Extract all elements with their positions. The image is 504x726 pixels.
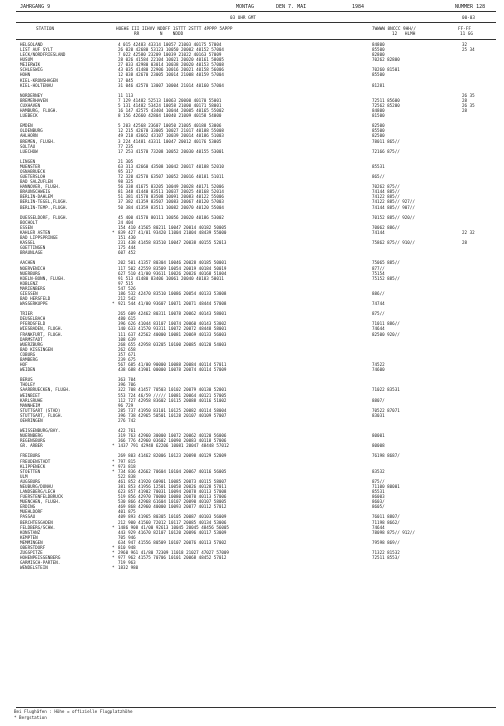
station-name: ESSEN <box>20 224 33 230</box>
wind-values: 25 34 <box>462 47 475 53</box>
station-name: BERUS <box>20 377 33 383</box>
wind-header: FF-FF <box>458 27 471 32</box>
synop-values: 3 224 41481 43311 10047 20012 40176 53005 <box>118 138 222 144</box>
synop-values: 839 427 41/01 93420 11004 21004 48439 55000 <box>118 229 227 235</box>
station-name: OLDENBURG <box>20 128 43 134</box>
extra-values: 71198 8662/ <box>372 519 400 525</box>
station-name: BAD HERSFELD <box>20 296 51 301</box>
station-name: TRIER <box>20 311 33 317</box>
extra-values: 75154 <box>372 270 385 276</box>
station-name: ZUGSPITZE <box>20 550 43 555</box>
station-name: KONSTANZ <box>20 529 41 535</box>
synop-values: 45 400 41570 80111 10056 20020 40186 53002 <box>118 214 224 220</box>
mountain-marker: * <box>112 443 115 449</box>
synop-values: 2960 961 41/80 72309 11018 21027 47027 57009 <box>118 550 229 555</box>
synop-values: 607 452 <box>118 250 136 256</box>
synop-values: 269 803 41462 82006 10123 20098 40129 52009 <box>118 453 227 459</box>
synop-values: 5 131 41482 53424 10058 21000 40171 58001 <box>118 102 222 108</box>
synop-values: 627 510 41/00 93611 10026 20026 40168 51004 <box>118 270 227 276</box>
synop-values: 438 688 41901 00000 10078 20074 40114 57009 <box>118 367 227 373</box>
footer-rule <box>16 707 496 708</box>
extra-values: 70262 82800 <box>372 57 400 63</box>
header-rule <box>16 11 496 12</box>
synop-values: 202 501 41357 80304 10046 20028 40185 50001 <box>118 260 227 266</box>
extra-values: 85531 <box>372 163 385 169</box>
synop-values: 96 729 <box>118 402 134 408</box>
station-name: GUETERSLOH <box>20 174 46 180</box>
station-name: GOETTINGEN <box>20 245 46 251</box>
extra-codes-header: 7WWWW 8NCCC 9HH// <box>372 27 416 32</box>
extra-values: 78011 865// <box>372 138 400 144</box>
extra-values: 82500 920// <box>372 331 400 337</box>
extra-values: 72511 8553/ <box>372 555 400 561</box>
wind-values: 32 <box>462 42 468 47</box>
station-name: KARLSRUHE <box>20 397 43 403</box>
mountain-marker: * <box>112 301 115 307</box>
station-name: BAD LIPPSPRINGE <box>20 235 58 241</box>
mountain-marker: * <box>112 565 115 571</box>
extra-values: 81500 <box>372 113 385 119</box>
wind-values: 26 35 <box>462 102 475 108</box>
synop-values: 72 320 42570 63507 10052 20016 40181 51011 <box>118 174 224 180</box>
extra-values: 74144 885// 907// <box>372 204 415 210</box>
synop-values: 111 637 42562 40000 10081 20069 40133 56003 <box>118 331 227 337</box>
synop-values: 12 215 42670 33005 10027 21017 40188 55008 <box>118 128 224 134</box>
station-name: THOLEY <box>20 382 36 388</box>
extra-values: 875// <box>372 311 385 317</box>
station-name: KAHLER ASTEN <box>20 229 51 235</box>
extra-values: 81281 <box>372 82 385 88</box>
station-name: BRAUNSCHWEIG <box>20 189 51 195</box>
station-name: AUGSBURG <box>20 478 41 484</box>
extra-values: 84800 <box>372 108 385 114</box>
station-name: WEIDEN <box>20 367 36 373</box>
synop-codes-header: HOEHE III IIHVV NDDFF 1STTT 2STTT 4PPPP 5APPP <box>116 27 233 32</box>
station-name: COBURG <box>20 351 36 357</box>
extra-values: 74144 885// <box>372 189 400 195</box>
synop-values: 239 675 <box>118 356 136 362</box>
synop-values: 268 655 42958 03205 10100 20085 40120 54003 <box>118 341 227 347</box>
extra-values: 76198 8687/ <box>372 453 400 459</box>
extra-values: 70062 886// <box>372 224 400 230</box>
synop-values: 154 410 41565 80211 10047 20014 40182 50005 <box>118 224 227 230</box>
observation-time: 03 UHR GMT <box>230 16 256 21</box>
station-column-header: STATION <box>36 27 55 32</box>
extra-values: 75862 875// 910// <box>372 240 415 246</box>
wind-values: 22 32 <box>462 229 475 235</box>
station-name: GARMISCH-PARTEN. <box>20 560 61 566</box>
extra-values: 75152 885// <box>372 275 400 281</box>
synop-values: 1486 908 41/00 92613 10045 20045 48456 56005 <box>118 524 229 530</box>
station-name: WENDELSTEIN <box>20 565 48 571</box>
synop-values: 16 147 42575 43404 10044 20005 40165 55002 <box>118 108 224 114</box>
extra-values: 8605/ <box>372 504 385 510</box>
synop-values: 175 444 <box>118 245 136 251</box>
synop-values: 547 526 <box>118 285 136 291</box>
synop-values: 112 727 42958 83602 10115 20088 40116 51002 <box>118 397 227 403</box>
synop-values: 719 963 <box>118 560 136 566</box>
extra-values: 75065 885// <box>372 260 400 266</box>
synop-values: 56 338 41675 83205 10049 20028 40171 52006 <box>118 184 224 190</box>
synop-values: 140 633 41570 93311 10072 20072 48448 58001 <box>118 326 227 332</box>
station-name: ULM <box>20 473 28 479</box>
mountain-marker: * <box>112 524 115 530</box>
extra-values: 74644 <box>372 326 385 332</box>
extra-values: 83532 <box>372 468 385 474</box>
synop-values: 422 761 <box>118 428 136 434</box>
extra-values: 71011 886// <box>372 321 400 327</box>
synop-values: 17 253 41570 73208 10052 20030 40155 53001 <box>118 148 224 154</box>
synop-values: 810 948 <box>118 544 136 550</box>
extra-values: 71322 81532 <box>372 550 400 555</box>
station-name: CUXHAVEN <box>20 102 41 108</box>
extra-values: 80001 <box>372 433 385 439</box>
synop-values: 212 542 <box>118 296 136 301</box>
synop-values: 12 038 42670 23005 10014 21008 40159 57004 <box>118 72 224 78</box>
synop-values: 31 046 42570 13007 10004 21014 40160 57004 <box>118 82 224 88</box>
synop-values: 11 113 <box>118 92 134 98</box>
synop-values: 357 671 <box>118 351 136 357</box>
extra-values: 76011 8807/ <box>372 514 400 520</box>
station-name: BREMEN, FLUGH. <box>20 138 56 144</box>
station-name: BERLIN-TEMP.,FLUGH. <box>20 204 68 210</box>
extra-values: 886// <box>372 290 385 296</box>
station-name: BAD KISSINGEN <box>20 346 53 352</box>
station-name: GR. ARBER <box>20 443 43 449</box>
station-name: MARIENBERG <box>20 285 46 291</box>
synop-values: 734 836 42662 70604 10104 20067 40116 56005 <box>118 468 227 474</box>
station-name: LUEBECK <box>20 113 38 119</box>
extra-values: 83031 <box>372 412 385 418</box>
station-name: NUERNBERG <box>20 433 43 439</box>
synop-values: 98 325 <box>118 179 134 185</box>
station-name: REGENSBURG <box>20 438 46 444</box>
synop-values: 705 946 <box>118 534 136 540</box>
synop-values: 265 609 42462 80311 10078 20062 40143 58001 <box>118 311 227 317</box>
synop-values: 396 626 41044 83107 10074 20060 40143 53002 <box>118 321 227 327</box>
synop-values: 1437 791 42948 62206 10081 20047 48448 57012 <box>118 443 229 449</box>
synop-values: 26 020 42680 53123 10050 20002 40152 57004 <box>118 47 224 53</box>
synop-values: 469 868 42960 40000 10093 20077 40112 57012 <box>118 504 227 510</box>
extra-values: 865// <box>372 174 385 180</box>
synop-values: 4 015 42483 43314 10057 21003 40175 57004 <box>118 42 222 47</box>
extra-values: 8807/ <box>372 397 385 403</box>
station-name: HAMBURG, FLUGH. <box>20 108 58 114</box>
synop-values: 443 929 41670 82107 10120 20096 40117 53009 <box>118 529 227 535</box>
extra-values: 74122 885// 927// <box>372 199 415 205</box>
volume-title: JAHRGANG 9 <box>20 4 51 10</box>
synop-values: 97 515 <box>118 280 134 286</box>
synop-values: 77 235 <box>118 143 134 149</box>
synop-values: 522 838 <box>118 473 136 479</box>
synop-values: 21 305 <box>118 158 134 164</box>
station-name: MEIERWIK <box>20 62 41 68</box>
synop-values: 91 513 41480 83406 10061 20040 40183 50011 <box>118 275 224 281</box>
station-name: MEMMINGEN <box>20 539 43 545</box>
synop-values: 366 776 42960 03602 10090 20083 40118 57006 <box>118 438 227 444</box>
station-name: NEUBURG/DONAU <box>20 483 53 489</box>
extra-values: 8603/ <box>372 499 385 505</box>
synop-values: 623 857 41902 70031 10094 20078 40113 57008 <box>118 489 227 495</box>
footnote-airport: Bei Flughäfen : Höhe = offizielle Flugplatzhöhe <box>14 709 133 714</box>
synop-values: 24 404 <box>118 219 134 225</box>
mountain-marker: * <box>112 544 115 550</box>
station-name: STOETTEN <box>20 468 41 474</box>
station-name: HUSUM <box>20 57 33 63</box>
extra-values: 74600 <box>372 367 385 373</box>
station-name: HOHN <box>20 72 31 78</box>
station-name: LUECHOW <box>20 148 38 154</box>
station-name: BAMBERG <box>20 356 38 362</box>
synop-values: 17 045 <box>118 77 134 83</box>
extra-values: 72166 875// <box>372 148 400 154</box>
synop-values: 322 708 41457 70503 10102 20079 40130 52001 <box>118 387 227 393</box>
synop-values: 151 430 <box>118 235 136 241</box>
extra-values: 74644 <box>372 524 385 530</box>
station-name: NOERVENICH <box>20 265 46 271</box>
synop-values: 43 035 41480 22906 10016 20021 40158 56006 <box>118 67 224 73</box>
extra-values: 82800 <box>372 52 385 58</box>
synop-values: 49 218 43662 43107 10039 20014 40186 51003 <box>118 133 224 139</box>
synop-values: 81 348 41440 83511 10037 20025 40168 52014 <box>118 189 224 195</box>
synop-values: 1832 980 <box>118 565 139 571</box>
station-name: KOELN-BONN, FLUGH. <box>20 275 66 281</box>
period-label: 00-03 <box>462 16 475 21</box>
synop-values: 5 203 42568 23607 10050 21005 40188 53006 <box>118 123 222 129</box>
station-name: STUTTGART, FLUGH. <box>20 412 63 418</box>
station-name: LINGEN <box>20 158 36 164</box>
issue-number: NUMMER 128 <box>455 4 486 10</box>
station-name: DARMSTADT <box>20 336 43 342</box>
synop-values: 186 532 42470 83510 10086 20054 40133 53008 <box>118 290 227 296</box>
date: DEN 7. MAI <box>276 4 307 10</box>
extra-values: 82500 <box>372 123 385 129</box>
station-name: WASSERKUPPE <box>20 301 48 307</box>
station-name: BAD SALZUFLEN <box>20 179 53 185</box>
station-name: AACHEN <box>20 260 36 266</box>
station-name: BREMERHAVEN <box>20 97 48 103</box>
station-name: HANNOVER, FLUGH. <box>20 184 61 190</box>
synop-values: 51 381 41570 83508 10091 20083 40122 55006 <box>118 194 224 200</box>
extra-values: 85500 <box>372 47 385 53</box>
extra-values: 74744 <box>372 301 385 307</box>
station-name: KIEL-KRONSHAGEN <box>20 77 58 83</box>
synop-values: 797 815 <box>118 458 136 464</box>
station-name: BOCHOLT <box>20 219 38 225</box>
synop-values: 396 706 <box>118 382 136 388</box>
wind-values: 26 35 <box>462 92 475 98</box>
wind-values: 28 <box>462 240 468 246</box>
extra-values: 79598 869// <box>372 539 400 545</box>
column-rule-bottom <box>16 39 496 40</box>
synop-values: 276 742 <box>118 417 136 423</box>
extra-values: 74522 <box>372 362 385 368</box>
extra-values: 80008 <box>372 443 385 449</box>
wind-subheader: 11 GG <box>460 32 473 37</box>
station-name: WEISSENBURG/BAY. <box>20 428 61 434</box>
station-name: MANNHEIM <box>20 402 41 408</box>
station-name: FRANKFURT, FLUGH. <box>20 331 63 337</box>
synop-values: 212 900 41560 72012 10117 20085 40134 53006 <box>118 519 227 525</box>
station-name: WIESBADEN, FLUGH. <box>20 326 63 332</box>
synop-values: 977 962 41575 70706 10101 20068 48452 57012 <box>118 555 227 561</box>
station-name: KASSEL <box>20 240 36 246</box>
synop-values: 8 156 42660 42804 10040 21009 40158 54000 <box>118 113 222 119</box>
synop-values: 634 947 41556 80509 10107 20076 40113 57002 <box>118 539 227 545</box>
mountain-marker: * <box>112 468 115 474</box>
station-name: KIEL-HOLTENAU <box>20 82 53 88</box>
synop-values: 95 317 <box>118 169 134 174</box>
station-name: BERLIN-DAHLEM <box>20 194 53 200</box>
synop-values: 553 724 46/59 ///// 10081 20064 40121 57005 <box>118 392 227 398</box>
extra-values: 85531 <box>372 489 385 495</box>
synop-values: 27 033 42980 03014 10038 20020 40153 57008 <box>118 62 224 68</box>
station-name: EMDEN <box>20 123 33 129</box>
synop-values: 396 738 42965 50501 10128 20107 40109 57007 <box>118 412 227 418</box>
synop-values: 401 875 <box>118 509 136 515</box>
synop-values: 7 022 42580 23209 10039 21022 40163 57009 <box>118 52 222 58</box>
station-name: WUERZBURG <box>20 341 43 347</box>
station-name: LECK/NORDFRIESLAND <box>20 52 66 58</box>
extra-values: 875// <box>372 478 385 484</box>
station-name: FUERSTENFELDBRUCK <box>20 494 63 500</box>
extra-values: 84800 <box>372 42 385 47</box>
extra-values: 85500 <box>372 128 385 134</box>
extra-values: 78098 875// 912// <box>372 529 415 535</box>
synop-values: 567 685 41/00 90000 10088 20084 40114 57011 <box>118 362 227 368</box>
extra-values: 85500 <box>372 72 385 78</box>
station-name: HELGOLAND <box>20 42 43 47</box>
station-name: AHLHORN <box>20 133 38 139</box>
synop-values: 7 129 41482 52513 10063 20000 40170 55001 <box>118 97 222 103</box>
station-name: FELDBERG/SCHW. <box>20 524 56 530</box>
station-name: ERDING <box>20 504 36 510</box>
station-name: LANDSBERG/LECH <box>20 489 56 495</box>
extra-values: 82500 <box>372 133 385 139</box>
station-name: SAARBRUECKEN, FLUGH. <box>20 387 71 393</box>
synop-values: 50 384 41359 83511 10082 20070 40120 55004 <box>118 204 224 210</box>
wind-values: 28 <box>462 108 468 114</box>
station-name: WEINBIET <box>20 392 41 398</box>
synop-values: 973 818 <box>118 463 136 469</box>
station-name: NORDERNEY <box>20 92 43 98</box>
synop-values: 461 852 41920 60901 10085 20073 40115 58007 <box>118 478 227 484</box>
station-name: KEMPTEN <box>20 534 38 540</box>
station-name: MUENSTER <box>20 163 41 169</box>
station-name: MUEHLDORF <box>20 509 43 515</box>
extra-values: 74144 <box>372 229 385 235</box>
station-name: PASSAU <box>20 514 36 520</box>
station-name: FREUDENSTADT <box>20 458 51 464</box>
station-name: LIST AUF SYLT <box>20 47 53 53</box>
extra-values: 71022 83531 <box>372 387 400 393</box>
synop-codes-subheader: RR N NDDD <box>134 32 184 37</box>
station-name: FREIBURG <box>20 453 41 459</box>
synop-values: 921 544 41/00 93607 10071 20071 48444 57008 <box>118 301 227 307</box>
synop-values: 37 382 41359 83507 10083 20067 40120 57003 <box>118 199 224 205</box>
synop-values: 108 639 <box>118 336 136 342</box>
extra-values: 70522 87071 <box>372 407 400 413</box>
station-name: KOBLENZ <box>20 280 38 286</box>
station-name: SCHLESWIG <box>20 67 43 73</box>
synop-values: 231 438 41458 83510 10047 20038 40155 52013 <box>118 240 227 246</box>
extra-values: 70260 81501 <box>372 67 400 73</box>
extra-values: 72562 85200 <box>372 102 400 108</box>
mountain-marker: * <box>112 458 115 464</box>
station-name: PFERDSFELD <box>20 321 46 327</box>
extra-values: 86003 <box>372 494 385 500</box>
extra-values: 71100 80001 <box>372 483 400 489</box>
station-name: OBERSTDORF <box>20 544 46 550</box>
station-name: GIESSEN <box>20 290 38 296</box>
footnote-mountain: * Bergstation <box>14 715 47 720</box>
synop-values: 319 763 42960 30000 10072 20062 40120 56006 <box>118 433 227 439</box>
station-name: DEUSELBACH <box>20 316 46 322</box>
mountain-marker: * <box>112 229 115 235</box>
station-name: HOHENPEISSENBERG <box>20 555 61 561</box>
station-name: DUESSELDORF, FLUGH. <box>20 214 68 220</box>
synop-values: 117 502 42559 83509 10054 20019 40184 50019 <box>118 265 227 271</box>
extra-values: 877// <box>372 265 385 271</box>
station-name: SOLTAU <box>20 143 36 149</box>
synop-values: 381 853 41956 12501 10058 20026 40128 57011 <box>118 483 227 489</box>
mountain-marker: * <box>112 555 115 561</box>
station-name: STUTTGART (STAD) <box>20 407 61 413</box>
column-rule-top <box>16 22 496 23</box>
synop-values: 285 737 41950 83101 10125 20082 40114 58004 <box>118 407 227 413</box>
synop-values: 530 866 42968 61604 10107 20090 40107 58005 <box>118 499 227 505</box>
station-name: OSNABRUECK <box>20 169 46 174</box>
synop-values: 363 704 <box>118 377 136 383</box>
synop-values: 480 615 <box>118 316 136 322</box>
station-name: KLIPPENECK <box>20 463 46 469</box>
mountain-marker: * <box>112 550 115 555</box>
extra-values: 72511 85600 <box>372 97 400 103</box>
table-row <box>0 565 504 570</box>
station-name: OEHRINGEN <box>20 417 43 423</box>
station-name: BERLIN-TEGEL,FLUGH. <box>20 199 68 205</box>
wind-values: 28 <box>462 97 468 103</box>
weekday: MONTAG <box>236 4 255 10</box>
extra-values: 70152 885// 920// <box>372 214 415 220</box>
synop-values: 28 026 41584 22104 10021 20020 40161 58005 <box>118 57 224 63</box>
synop-values: 262 658 <box>118 346 136 352</box>
mountain-marker: * <box>112 463 115 469</box>
station-name: MUENCHEN, FLUGH. <box>20 499 61 505</box>
synop-values: 63 313 42660 43508 10042 20017 40188 52010 <box>118 163 224 169</box>
year: 1984 <box>352 4 365 10</box>
station-name: HOF <box>20 362 28 368</box>
synop-values: 519 856 42970 70000 10080 20070 40113 57006 <box>118 494 227 500</box>
synop-values: 409 893 41965 80305 10105 20087 40103 56009 <box>118 514 227 520</box>
station-name: NUERBURG <box>20 270 41 276</box>
station-name: BERCHTESGADEN <box>20 519 53 525</box>
station-name: BRAUNLAGE <box>20 250 43 256</box>
extra-codes-subheader: 12 HLMH <box>392 32 416 37</box>
extra-values: 70262 875// <box>372 184 400 190</box>
extra-values: 74122 885// <box>372 194 400 200</box>
